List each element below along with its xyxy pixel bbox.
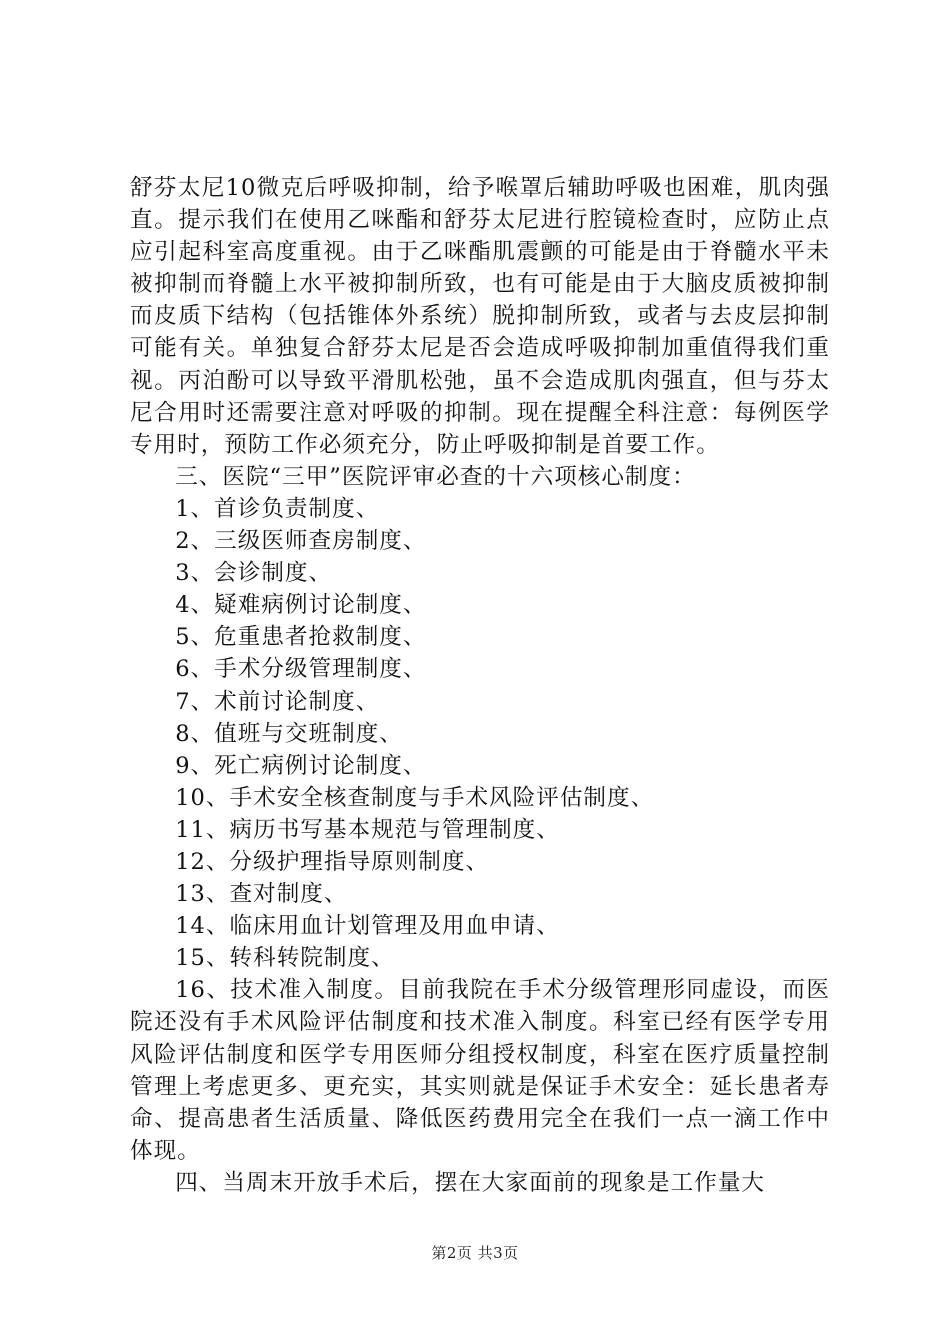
section-heading-three: 三、医院“三甲”医院评审必查的十六项核心制度： xyxy=(175,463,696,490)
list-item: 1、首诊负责制度、 xyxy=(175,495,380,522)
list-item: 15、转科转院制度、 xyxy=(175,945,395,972)
list-item: 11、病历书写基本规范与管理制度、 xyxy=(175,816,560,843)
list-item: 4、疑难病例讨论制度、 xyxy=(175,592,427,619)
list-item-with-paragraph: 16、技术准入制度。目前我院在手术分级管理形同虚设，而医院还没有手术风险评估制度和技术准入制度。科室已经有医学专用风险评估制度和医学专用医师分组授权制度，科室在医疗质量控制管理上考虑更多、更充实，其实则就是保证手术安全：延长患者寿命、提高患者生活质量、降低医药费用完全在我们一点一滴工作中体现。 xyxy=(130,977,830,1164)
list-item: 13、查对制度、 xyxy=(175,881,348,908)
list-item: 14、临床用血计划管理及用血申请、 xyxy=(175,913,560,940)
list-item: 6、手术分级管理制度、 xyxy=(175,656,427,683)
list-item: 8、值班与交班制度、 xyxy=(175,720,403,747)
list-item: 7、术前讨论制度、 xyxy=(175,688,380,715)
document-body xyxy=(130,172,830,1199)
list-item: 12、分级护理指导原则制度、 xyxy=(175,848,490,875)
list-item: 3、会诊制度、 xyxy=(175,560,333,587)
list-item: 10、手术安全核查制度与手术风险评估制度、 xyxy=(175,784,655,811)
page-footer: 第2页 共3页 xyxy=(431,1244,519,1262)
paragraph-continuation: 舒芬太尼10微克后呼吸抑制，给予喉罩后辅助呼吸也困难，肌肉强直。提示我们在使用乙咪酯和舒芬太尼进行腔镜检查时，应防止点应引起科室高度重视。由于乙咪酯肌震颤的可能是由于脊髓水平未被抑制而脊髓上水平被抑制所致，也有可能是由于大脑皮质被抑制而皮质下结构（包括锥体外系统）脱抑制所致，或者与去皮层抑制可能有关。单独复合舒芬太尼是否会造成呼吸抑制加重值得我们重视。丙泊酚可以导致平滑肌松弛，虽不会造成肌肉强直，但与芬太尼合用时还需要注意对呼吸的抑制。现在提醒全科注意：每例医学专用时，预防工作必须充分，防止呼吸抑制是首要工作。 xyxy=(130,175,830,458)
list-item: 2、三级医师查房制度、 xyxy=(175,528,427,555)
section-heading-four: 四、当周末开放手术后，摆在大家面前的现象是工作量大 xyxy=(175,1169,766,1196)
list-item: 5、危重患者抢救制度、 xyxy=(175,624,427,651)
list-item: 9、死亡病例讨论制度、 xyxy=(175,752,427,779)
